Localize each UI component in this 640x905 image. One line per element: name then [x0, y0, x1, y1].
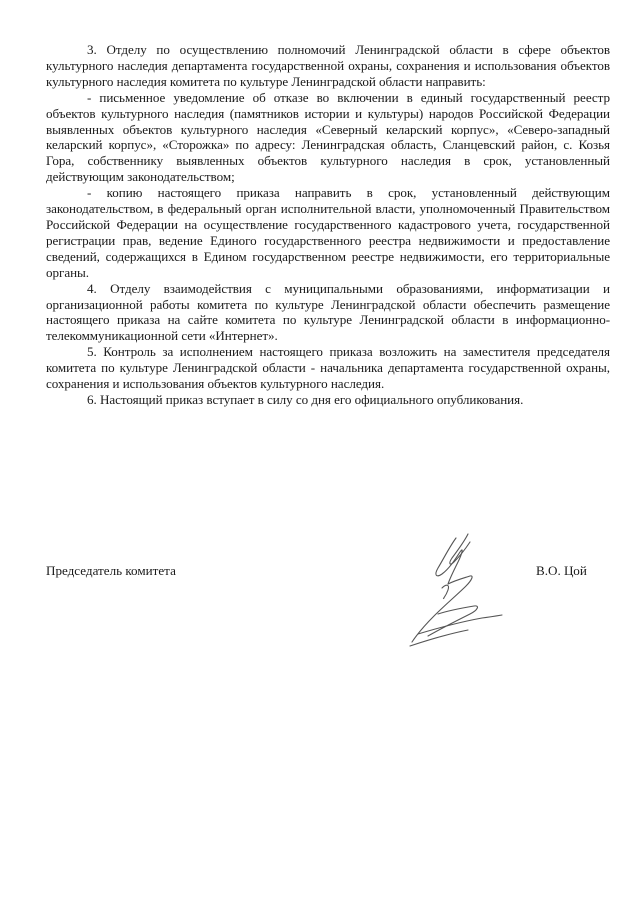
paragraph-item-5: 5. Контроль за исполнением настоящего приказа возложить на заместителя председателя комитета по культуре Ленинградской области - начальника департамента государственной охраны, сохранения и использования объектов культурного наследия.	[46, 344, 610, 392]
paragraph-copy: - копию настоящего приказа направить в срок, установленный действующим законодательством, в федеральный орган исполнительной власти, уполномоченный Правительством Российской Федерации на осуществление государственного кадастрового учета, государственной регистрации прав, ведение Единого государственного реестра недвижимости и предоставление сведений, содержащихся в Едином государственном реестре недвижимости, его территориальные органы.	[46, 185, 610, 280]
paragraph-item-3: 3. Отделу по осуществлению полномочий Ленинградской области в сфере объектов культурного наследия департамента государственной охраны, сохранения и использования объектов культурного наследия комитета по культуре Ленинградской области направить:	[46, 42, 610, 89]
paragraph-item-6: 6. Настоящий приказ вступает в силу со дня его официального опубликования.	[87, 391, 524, 407]
paragraph-notice: - письменное уведомление об отказе во включении в единый государственный реестр объектов культурного наследия (памятников истории и культуры) народов Российской Федерации выявленных объектов культурного наследия «Северный келарский корпус», «Северо-западный келарский корпус», «Сторожка» по адресу: Ленинградская область, Сланцевский район, с. Козья Гора, собственнику выявленных объектов культурного наследия в срок, установленный действующим законодательством;	[46, 89, 610, 185]
paragraph-item-4: 4. Отделу взаимодействия с муниципальными образованиями, информатизации и организационной работы комитета по культуре Ленинградской области обеспечить размещение настоящего приказа на сайте комитета по культуре Ленинградской области в информационно-телекоммуникационной сети «Интернет».	[46, 280, 610, 344]
handwritten-signature	[398, 528, 513, 653]
signatory-title: Председатель комитета	[46, 563, 176, 578]
order-body	[46, 42, 610, 408]
signatory-name: В.О. Цой	[536, 563, 587, 578]
